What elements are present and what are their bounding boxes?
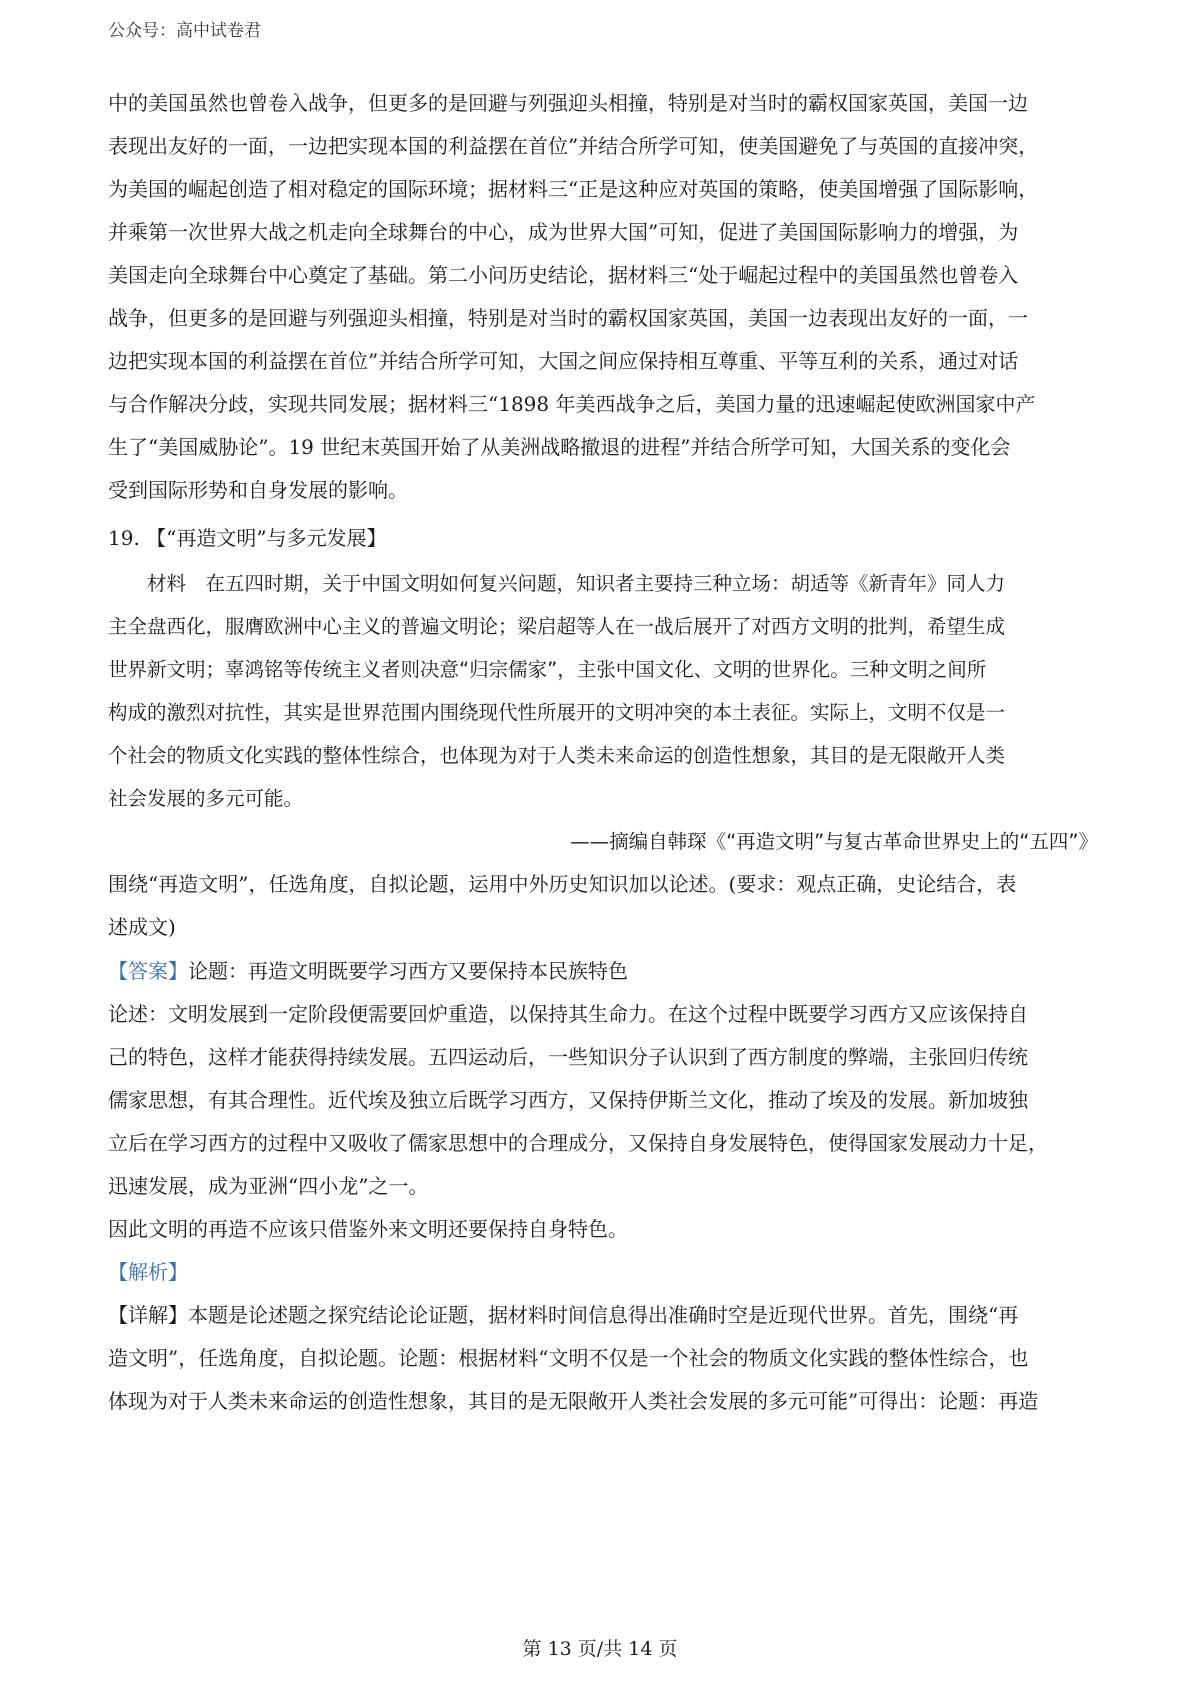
material-line: 世界新文明；辜鸿铭等传统主义者则决意“归宗儒家”，主张中国文化、文明的世界化。三种文明之间所 <box>108 658 987 681</box>
answer-line: 立后在学习西方的过程中又吸收了儒家思想中的合理成分，又保持自身发展特色，使得国家发展动力十足， <box>108 1131 1048 1155</box>
text-line: 边把实现本国的利益摆在首位”并结合所学可知，大国之间应保持相互尊重、平等互利的关系，通过对话 <box>108 349 1019 373</box>
material-source: ——摘编自韩琛《“再造文明”与复古革命世界史上的“五四”》 <box>570 830 1098 853</box>
prev-answer-text <box>108 82 1098 512</box>
text-line: 并乘第一次世界大战之机走向全球舞台的中心，成为世界大国”可知，促进了美国国际影响力的增强，为 <box>108 220 1019 244</box>
answer-section <box>108 950 1098 1423</box>
answer-line: 迅速发展，成为亚洲“四小龙”之一。 <box>108 1174 429 1198</box>
material-line: 社会发展的多元可能。 <box>108 787 304 810</box>
question-19-title <box>108 517 1098 560</box>
text-line: 受到国际形势和自身发展的影响。 <box>108 478 408 502</box>
text-line: 与合作解决分歧，实现共同发展；据材料三“1898 年美西战争之后，美国力量的迅速崛起使欧洲国家中产 <box>108 392 1036 416</box>
answer-line: 儒家思想，有其合理性。近代埃及独立后既学习西方，又保持伊斯兰文化，推动了埃及的发展。新加坡独 <box>108 1088 1028 1112</box>
answer-thesis-line <box>108 950 1098 993</box>
detail-line: 体现为对于人类未来命运的创造性想象，其目的是无限敞开人类社会发展的多元可能”可得出：论题：再造 <box>108 1389 1039 1413</box>
text-line: 中的美国虽然也曾卷入战争，但更多的是回避与列强迎头相撞，特别是对当时的霸权国家英国，美国一边 <box>108 91 1028 115</box>
question-prompt <box>108 863 1098 949</box>
text-line: 生了“美国威胁论”。19 世纪末英国开始了从美洲战略撤退的进程”并结合所学可知，大国关系的变化会 <box>108 435 1011 459</box>
text-line: 美国走向全球舞台中心奠定了基础。第二小问历史结论，据材料三“处于崛起过程中的美国虽然也曾卷入 <box>108 263 1019 287</box>
analysis-label: 【解析】 <box>108 1260 188 1284</box>
question-title: 19. 【“再造文明”与多元发展】 <box>108 526 387 550</box>
question-line: 围绕“再造文明”，任选角度，自拟论题，运用中外历史知识加以论述。(要求：观点正确，史论结合，表 <box>108 872 1017 896</box>
answer-thesis: 论题：再造文明既要学习西方又要保持本民族特色 <box>188 959 628 983</box>
answer-label: 【答案】 <box>108 959 188 983</box>
detail-line: 【详解】本题是论述题之探究结论论证题，据材料时间信息得出准确时空是近现代世界。首先，围绕“再 <box>108 1303 1019 1327</box>
answer-line: 论述：文明发展到一定阶段便需要回炉重造，以保持其生命力。在这个过程中既要学习西方又应该保持自 <box>108 1002 1028 1026</box>
text-line: 为美国的崛起创造了相对稳定的国际环境；据材料三“正是这种应对英国的策略，使美国增强了国际影响， <box>108 177 1039 201</box>
answer-line: 因此文明的再造不应该只借鉴外来文明还要保持自身特色。 <box>108 1217 628 1241</box>
material-line: 材料 在五四时期，关于中国文明如何复兴问题，知识者主要持三种立场：胡适等《新青年》同人力 <box>108 572 1006 595</box>
material-line: 个社会的物质文化实践的整体性综合，也体现为对于人类未来命运的创造性想象，其目的是无限敞开人类 <box>108 744 1006 767</box>
text-line: 表现出友好的一面，一边把实现本国的利益摆在首位”并结合所学可知，使美国避免了与英国的直接冲突， <box>108 134 1039 158</box>
page-header: 公众号：高中试卷君 <box>108 21 261 41</box>
material-line: 构成的激烈对抗性，其实是世界范围内围绕现代性所展开的文明冲突的本土表征。实际上，文明不仅是一 <box>108 701 1006 724</box>
detail-line: 造文明”，任选角度，自拟论题。论题：根据材料“文明不仅是一个社会的物质文化实践的整体性综合，也 <box>108 1346 1029 1370</box>
material-text <box>108 562 1098 863</box>
page-number: 第 13 页/共 14 页 <box>522 1638 678 1660</box>
answer-line: 己的特色，这样才能获得持续发展。五四运动后，一些知识分子认识到了西方制度的弊端，主张回归传统 <box>108 1045 1028 1069</box>
text-line: 战争，但更多的是回避与列强迎头相撞，特别是对当时的霸权国家英国，美国一边表现出友好的一面，一 <box>108 306 1028 330</box>
material-line: 主全盘西化，服膺欧洲中心主义的普遍文明论；梁启超等人在一战后展开了对西方文明的批判，希望生成 <box>108 615 1006 638</box>
question-line: 述成文) <box>108 915 176 939</box>
